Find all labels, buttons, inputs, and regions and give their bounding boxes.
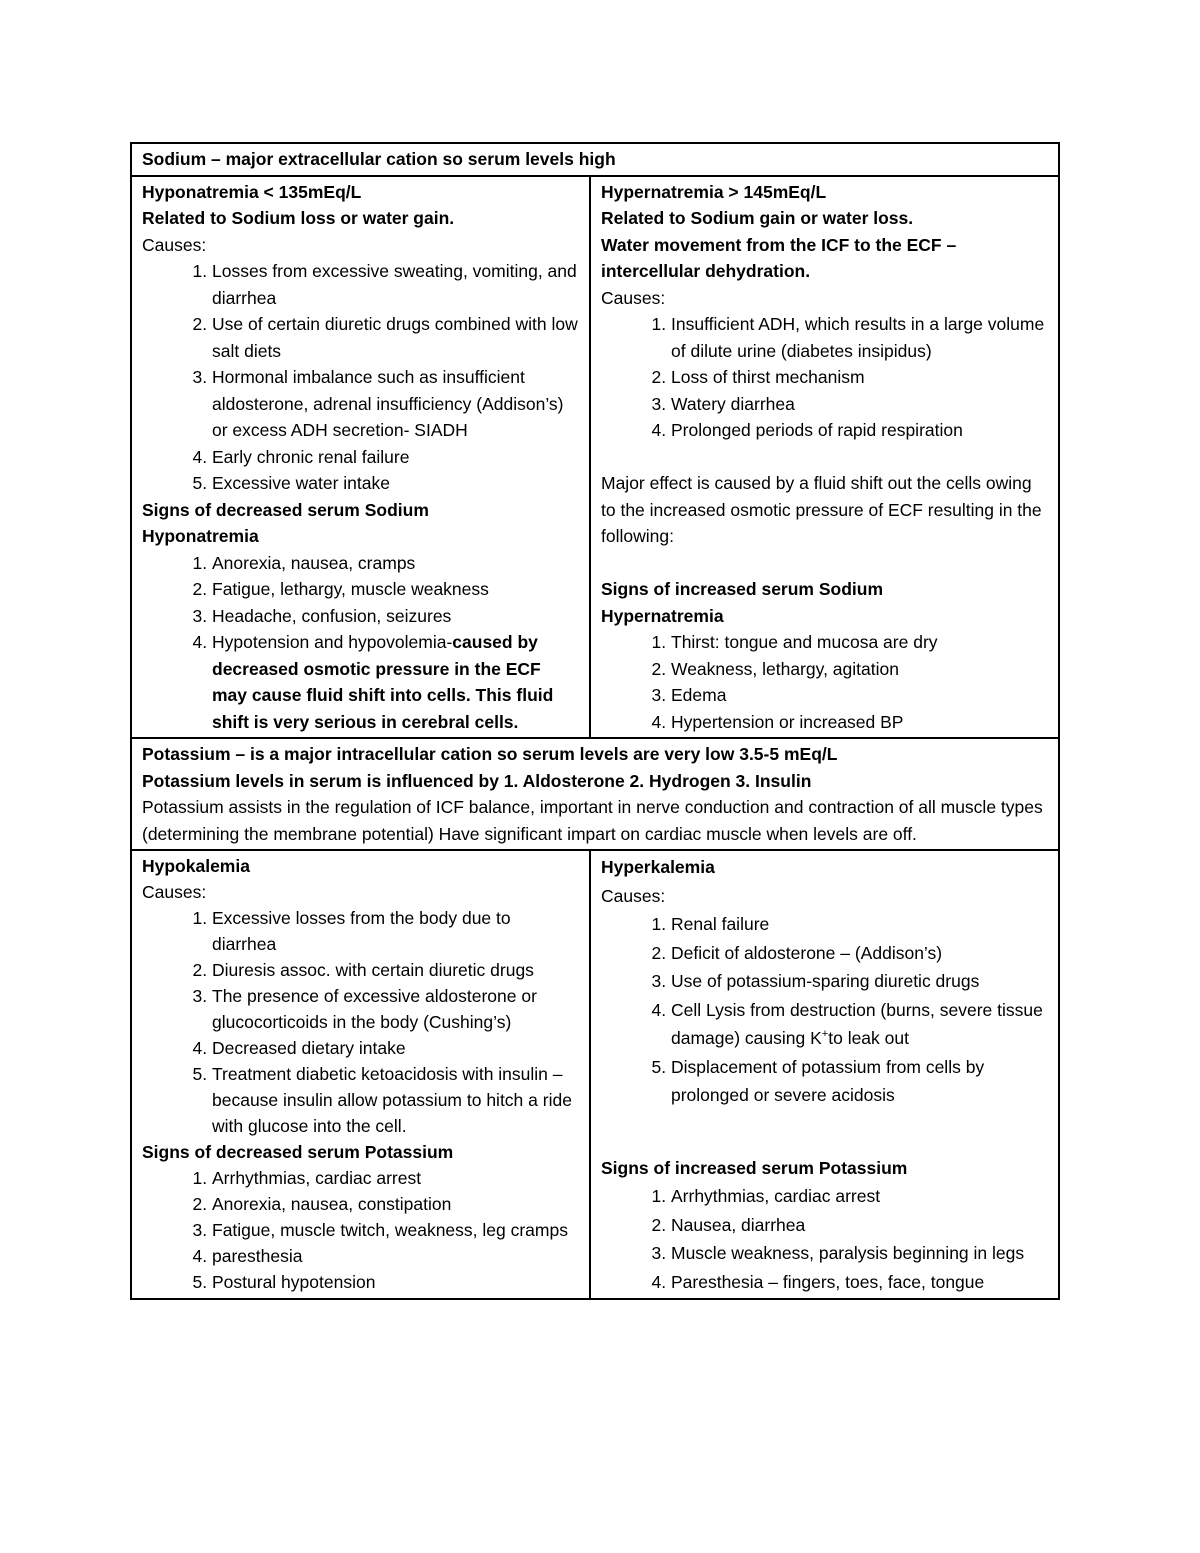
potassium-description: Potassium assists in the regulation of ICF balance, important in nerve conduction and contraction of all muscle types (determining the membrane potential) Have significant impart on cardiac muscle when levels are off.: [142, 797, 1043, 844]
hyponatremia-cell: [131, 176, 590, 739]
spacer: [601, 550, 1048, 577]
potassium-influence: Potassium levels in serum is influenced by 1. Aldosterone 2. Hydrogen 3. Insulin: [142, 770, 812, 791]
hypokalemia-signs-list: [142, 1165, 579, 1295]
list-item: 1. Arrhythmias, cardiac arrest: [671, 1182, 1048, 1211]
list-item: 2. Anorexia, nausea, constipation: [212, 1191, 579, 1217]
hyponatremia-signs-sublabel: Hyponatremia: [142, 526, 259, 546]
list-item: [212, 629, 579, 735]
hyperkalemia-causes-label: Causes:: [601, 885, 666, 906]
list-item: 4. paresthesia: [212, 1243, 579, 1269]
list-item: 4. Prolonged periods of rapid respiration: [671, 417, 1048, 444]
sodium-header: Sodium – major extracellular cation so serum levels high: [131, 143, 1059, 176]
hyponatremia-signs-list: [142, 550, 579, 736]
list-item: 2. Deficit of aldosterone – (Addison’s): [671, 939, 1048, 968]
list-item: 5. Postural hypotension: [212, 1269, 579, 1295]
hyperkalemia-signs-label: Signs of increased serum Potassium: [601, 1157, 908, 1178]
list-item: 2. Diuresis assoc. with certain diuretic drugs: [212, 957, 579, 983]
list-item: 3. Use of potassium-sparing diuretic drugs: [671, 967, 1048, 996]
hypernatremia-related: Related to Sodium gain or water loss.: [601, 208, 914, 228]
sodium-header-row: [131, 143, 1059, 176]
list-item: 3. Watery diarrhea: [671, 391, 1048, 418]
list-item: 2. Loss of thirst mechanism: [671, 364, 1048, 391]
list-item: 3. Edema: [671, 682, 1048, 709]
hypokalemia-cell: [131, 850, 590, 1299]
list-item: 1. Anorexia, nausea, cramps: [212, 550, 579, 577]
list-item: 1. Thirst: tongue and mucosa are dry: [671, 629, 1048, 656]
list-item: 2. Fatigue, lethargy, muscle weakness: [212, 576, 579, 603]
hypokalemia-causes-list: [142, 905, 579, 1139]
hyperkalemia-cell: [590, 850, 1059, 1299]
hypernatremia-cell: [590, 176, 1059, 739]
cause-text: to leak out: [828, 1028, 909, 1048]
hyperkalemia-title: Hyperkalemia: [601, 857, 715, 877]
list-item: 5. Excessive water intake: [212, 470, 579, 497]
list-item: 5. Displacement of potassium from cells by prolonged or severe acidosis: [671, 1053, 1048, 1110]
hyperkalemia-signs-list: [601, 1182, 1048, 1296]
list-item: [671, 996, 1048, 1053]
superscript-plus: +: [821, 1028, 829, 1041]
spacer: [601, 444, 1048, 471]
hypernatremia-causes-list: [601, 311, 1048, 444]
list-item: 4. Paresthesia – fingers, toes, face, tongue: [671, 1268, 1048, 1297]
list-item: 1. Excessive losses from the body due to diarrhea: [212, 905, 579, 957]
document-page: [130, 142, 1058, 1300]
cause-text: Cell Lysis from destruction (burns, severe tissue damage) causing K: [671, 999, 1043, 1048]
potassium-header-cell: [131, 738, 1059, 850]
sign-plain-text: Hypotension and hypovolemia-: [212, 632, 453, 652]
list-item: 3. Fatigue, muscle twitch, weakness, leg cramps: [212, 1217, 579, 1243]
potassium-detail-row: [131, 850, 1059, 1299]
list-item: 3. The presence of excessive aldosterone or glucocorticoids in the body (Cushing’s): [212, 983, 579, 1035]
hypernatremia-causes-label: Causes:: [601, 287, 666, 308]
list-item: 3. Headache, confusion, seizures: [212, 603, 579, 630]
list-item: 4. Hypertension or increased BP: [671, 709, 1048, 736]
hyponatremia-signs-label: Signs of decreased serum Sodium: [142, 499, 429, 520]
hyponatremia-causes-list: [142, 258, 579, 497]
list-item: 1. Arrhythmias, cardiac arrest: [212, 1165, 579, 1191]
list-item: 3. Muscle weakness, paralysis beginning in legs: [671, 1239, 1048, 1268]
hypernatremia-signs-label: Signs of increased serum Sodium: [601, 579, 884, 599]
hypernatremia-movement: Water movement from the ICF to the ECF – intercellular dehydration.: [601, 234, 957, 281]
list-item: 5. Treatment diabetic ketoacidosis with insulin – because insulin allow potassium to hitch a ride with glucose into the cell.: [212, 1061, 579, 1139]
hyponatremia-related: Related to Sodium loss or water gain.: [142, 208, 455, 228]
hypernatremia-effect: Major effect is caused by a fluid shift out the cells owing to the increased osmotic pressure of ECF resulting in the following:: [601, 473, 1042, 546]
electrolyte-table: [130, 142, 1060, 1300]
hypernatremia-signs-sublabel: Hypernatremia: [601, 605, 724, 626]
list-item: 4. Early chronic renal failure: [212, 444, 579, 471]
hypernatremia-signs-list: [601, 629, 1048, 735]
potassium-header-row: [131, 738, 1059, 850]
hypokalemia-causes-label: Causes:: [142, 882, 207, 902]
hyponatremia-title: Hyponatremia < 135mEq/L: [142, 181, 362, 202]
list-item: 1. Renal failure: [671, 910, 1048, 939]
hypokalemia-signs-label: Signs of decreased serum Potassium: [142, 1142, 454, 1162]
hypernatremia-title: Hypernatremia > 145mEq/L: [601, 181, 827, 202]
spacer: [601, 1110, 1048, 1154]
list-item: 2. Nausea, diarrhea: [671, 1211, 1048, 1240]
hyponatremia-causes-label: Causes:: [142, 234, 207, 255]
sign-bold-text: caused by decreased osmotic pressure in the ECF may cause fluid shift into cells. This fluid shift is very serious in cerebral cells.: [212, 632, 554, 732]
hyperkalemia-causes-list: [601, 910, 1048, 1110]
list-item: 4. Decreased dietary intake: [212, 1035, 579, 1061]
sodium-detail-row: [131, 176, 1059, 739]
list-item: 1. Insufficient ADH, which results in a large volume of dilute urine (diabetes insipidus): [671, 311, 1048, 364]
list-item: 2. Weakness, lethargy, agitation: [671, 656, 1048, 683]
list-item: 3. Hormonal imbalance such as insufficient aldosterone, adrenal insufficiency (Addison’s) or excess ADH secretion- SIADH: [212, 364, 579, 444]
hypokalemia-title: Hypokalemia: [142, 856, 250, 876]
potassium-header: Potassium – is a major intracellular cation so serum levels are very low 3.5-5 mEq/L: [142, 744, 838, 764]
list-item: 2. Use of certain diuretic drugs combined with low salt diets: [212, 311, 579, 364]
list-item: 1. Losses from excessive sweating, vomiting, and diarrhea: [212, 258, 579, 311]
